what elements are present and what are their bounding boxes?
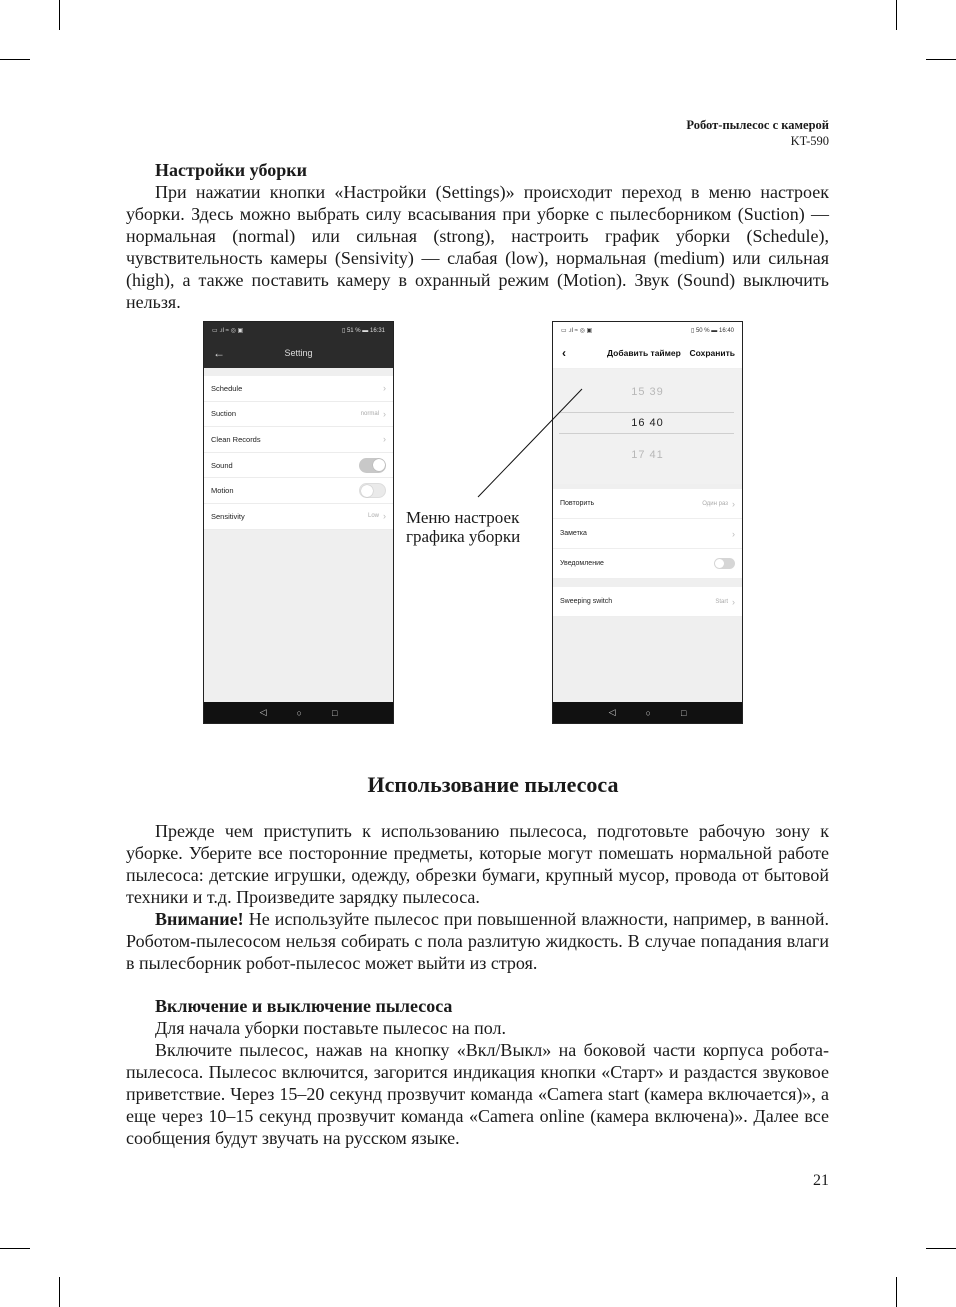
row-label: Заметка: [560, 530, 587, 537]
caption-line-1: Меню настроек: [406, 508, 520, 527]
screen-title: Добавить таймер: [607, 348, 681, 358]
status-icons: ▭ .ıl ≈ ◎ ▣: [212, 327, 244, 334]
status-icons: ▭ .ıl ≈ ◎ ▣: [561, 327, 593, 334]
row-value: Low: [367, 513, 379, 520]
paragraph-text: Для начала уборки поставьте пылесос на пол.: [155, 1018, 507, 1038]
row-label: Motion: [211, 486, 234, 496]
picker-next: 17 41: [631, 449, 664, 461]
row-label: Уведомление: [560, 560, 604, 567]
chevron-right-icon: ›: [383, 383, 386, 394]
row-label: Schedule: [211, 383, 243, 393]
screen-title: Setting: [284, 348, 313, 358]
picker-prev: 15 39: [631, 386, 664, 398]
nav-recent-icon[interactable]: □: [680, 707, 687, 718]
paragraph-text: Прежде чем приступить к использованию пылесоса, подготовьте рабочую зону к уборке. Уберите все посторонние предметы, которые могут помешать нормальной работе пылесоса: детские игрушки, одежду, обрезки бумаги, крупный мусор, провода от бытовой техники и т.д. Произведите зарядку пылесоса.: [126, 821, 829, 907]
page-number: 21: [813, 1172, 829, 1189]
nav-home-icon[interactable]: ○: [296, 707, 302, 718]
row-label: Suction: [211, 409, 237, 419]
warning-label: Внимание!: [155, 909, 244, 929]
section-heading-power: Включение и выключение пылесоса: [155, 996, 453, 1016]
row-value: Один раз: [702, 500, 728, 507]
paragraph-text: Включите пылесос, нажав на кнопку «Вкл/Выкл» на боковой части корпуса робота-пылесоса. Пылесос включится, загорится индикация кнопки «Старт» и раздастся звуковое приветствие. Через 15–20 секунд прозвучит команда «Camera start (камера включается)», а еще через 10–15 секунд прозвучит команда «Camera online (камера включена)». Далее все сообщения будут звучать на русском языке.: [126, 1040, 829, 1148]
nav-home-icon[interactable]: ○: [645, 707, 651, 718]
warning-paragraph: [126, 908, 829, 974]
status-battery-time: ▯ 50 % ▬ 16:40: [691, 327, 734, 334]
row-label: Sensitivity: [211, 511, 245, 521]
back-chevron-icon[interactable]: ‹: [562, 346, 566, 360]
chevron-right-icon: ›: [383, 408, 386, 419]
paragraph-text: При нажатии кнопки «Настройки (Settings)» происходит переход в меню настроек уборки. Здесь можно выбрать силу всасывания при уборке с пылесборником (Suction) — нормальная (normal) или сильная (strong), настроить график уборки (Schedule), чувствительность камеры (Sensivity) — слабая (low), нормальная (medium) или сильная (high), а также поставить камеру в охранный режим (Motion). Звук (Sound) выключить нельзя.: [126, 182, 829, 312]
chevron-right-icon: ›: [732, 528, 735, 539]
nav-recent-icon[interactable]: □: [331, 707, 338, 718]
chevron-right-icon: ›: [732, 498, 735, 509]
picker-current: 16 40: [631, 417, 664, 429]
row-label: Повторить: [560, 500, 595, 507]
row-label: Sweeping switch: [560, 598, 613, 605]
section-heading-usage: Использование пылесоса: [367, 772, 619, 797]
chevron-right-icon: ›: [383, 511, 386, 522]
row-value: Start: [715, 598, 728, 605]
section-heading-settings: Настройки уборки: [155, 160, 307, 180]
usage-paragraphs: [126, 820, 829, 974]
power-paragraphs: [126, 1017, 829, 1149]
warning-text: Не используйте пылесос при повышенной влажности, например, в ванной. Роботом-пылесосом нельзя собирать с пола разлитую жидкость. В случае попадания влаги в пылесборник робот-пылесос может выйти из строя.: [126, 909, 829, 973]
chevron-right-icon: ›: [732, 596, 735, 607]
header-title: Робот-пылесос с камерой: [686, 118, 829, 132]
callout-caption: [406, 508, 520, 546]
row-label: Clean Records: [211, 434, 261, 444]
nav-back-icon[interactable]: ◁: [608, 707, 616, 717]
header-model: KT-590: [790, 134, 829, 148]
back-arrow-icon[interactable]: ←: [213, 346, 225, 360]
chevron-right-icon: ›: [383, 434, 386, 445]
nav-back-icon[interactable]: ◁: [259, 707, 267, 717]
row-label: Sound: [211, 460, 233, 470]
save-button[interactable]: Сохранить: [689, 348, 735, 358]
status-battery-time: ▯ 51 % ▬ 16:31: [342, 327, 385, 334]
caption-line-2: графика уборки: [406, 527, 521, 546]
row-value: normal: [360, 410, 379, 417]
